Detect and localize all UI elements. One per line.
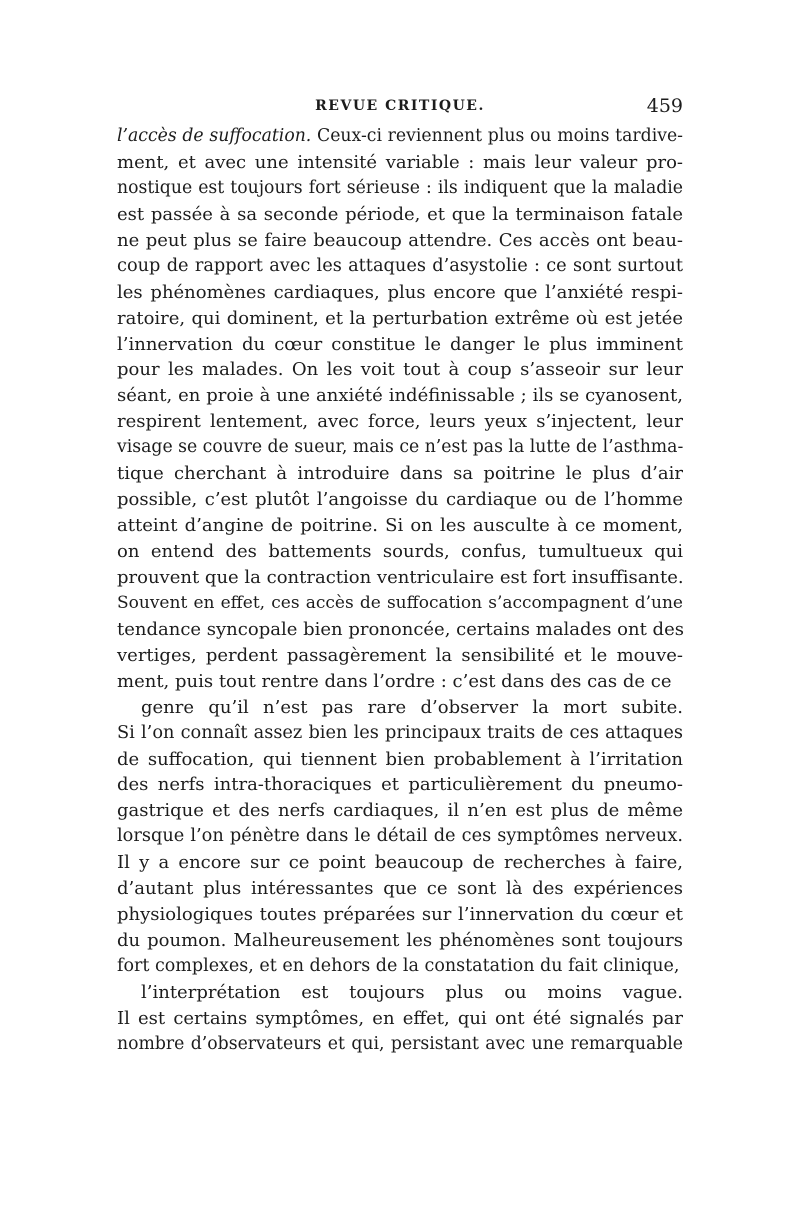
text-line: atteint d’angine de poitrine. Si on les ausculte à ce moment, (117, 515, 683, 537)
text-line: ratoire, qui dominent, et la perturbation extrême où est jetée (117, 307, 683, 329)
text-line: les phénomènes cardiaques, plus encore que l’anxiété respi- (117, 281, 683, 303)
running-head (117, 92, 683, 120)
text-line: fort complexes, et en dehors de la constatation du fait clinique, (117, 956, 680, 976)
text-line: séant, en proie à une anxiété indéfinissable ; ils se cyanosent, (117, 385, 683, 407)
text-line: de suffocation, qui tiennent bien probablement à l’irritation (117, 748, 683, 770)
text-line: d’autant plus intéressantes que ce sont là des expériences (117, 878, 683, 900)
text-line: on entend des battements sourds, confus, tumultueux qui (117, 541, 683, 562)
text-line: nombre d’observateurs et qui, persistant avec une remarquable (117, 1033, 683, 1054)
text-line: visage se couvre de sueur, mais ce n’est pas la lutte de l’asthma- (117, 437, 684, 458)
running-title: REVUE CRITIQUE. (315, 98, 485, 114)
text-line: physiologiques toutes préparées sur l’innervation du cœur et (117, 904, 683, 926)
text-line: Il y a encore sur ce point beaucoup de recherches à faire, (117, 852, 683, 874)
text-line: est passée à sa seconde période, et que la terminaison fatale (117, 203, 683, 225)
text-line: tique cherchant à introduire dans sa poitrine le plus d’air (117, 463, 683, 485)
text-line: possible, c’est plutôt l’angoisse du cardiaque ou de l’homme (117, 489, 683, 511)
text-line: gastrique et des nerfs cardiaques, il n’en est plus de même (117, 800, 683, 822)
text-line: du poumon. Malheureusement les phénomènes sont toujours (117, 930, 683, 952)
text-line: l’innervation du cœur constitue le danger le plus imminent (117, 333, 683, 355)
text-line-rest: Ceux-ci reviennent plus ou moins tardive- (311, 126, 683, 146)
text-line: ne peut plus se faire beaucoup attendre. Ces accès ont beau- (117, 229, 683, 251)
text-line: prouvent que la contraction ventriculaire est fort insuffisante. (117, 566, 684, 588)
text-line: Il est certains symptômes, en effet, qui ont été signalés par (117, 1007, 683, 1029)
text-line: pour les malades. On les voit tout à coup s’asseoir sur leur (117, 359, 683, 381)
text-line: lorsque l’on pénètre dans le détail de ces symptômes nerveux. (117, 826, 683, 847)
page-number: 459 (646, 95, 683, 117)
italic-phrase: l’accès de suffocation. (117, 126, 312, 146)
text-line: respirent lentement, avec force, leurs yeux s’injectent, leur (117, 411, 683, 433)
text-line: des nerfs intra-thoraciques et particulièrement du pneumo- (117, 774, 683, 796)
text-line: tendance syncopale bien prononcée, certains malades ont des (117, 618, 684, 640)
text-line: nostique est toujours fort sérieuse : ils indiquent que la maladie (117, 177, 683, 198)
text-line: vertiges, perdent passagèrement la sensibilité et le mouve- (117, 644, 683, 666)
body-text (117, 124, 683, 1058)
text-line (117, 124, 683, 150)
text-line: coup de rapport avec les attaques d’asystolie : ce sont surtout (117, 255, 683, 276)
text-line: genre qu’il n’est pas rare d’observer la mort subite. (141, 696, 683, 718)
text-line: ment, puis tout rentre dans l’ordre : c’est dans des cas de ce (117, 670, 672, 692)
text-line: l’interprétation est toujours plus ou moins vague. (141, 981, 683, 1003)
text-line: Si l’on connaît assez bien les principaux traits de ces attaques (117, 722, 683, 743)
text-line: ment, et avec une intensité variable : mais leur valeur pro- (117, 151, 683, 173)
text-line: Souvent en effet, ces accès de suffocation s’accompagnent d’une (117, 592, 683, 613)
